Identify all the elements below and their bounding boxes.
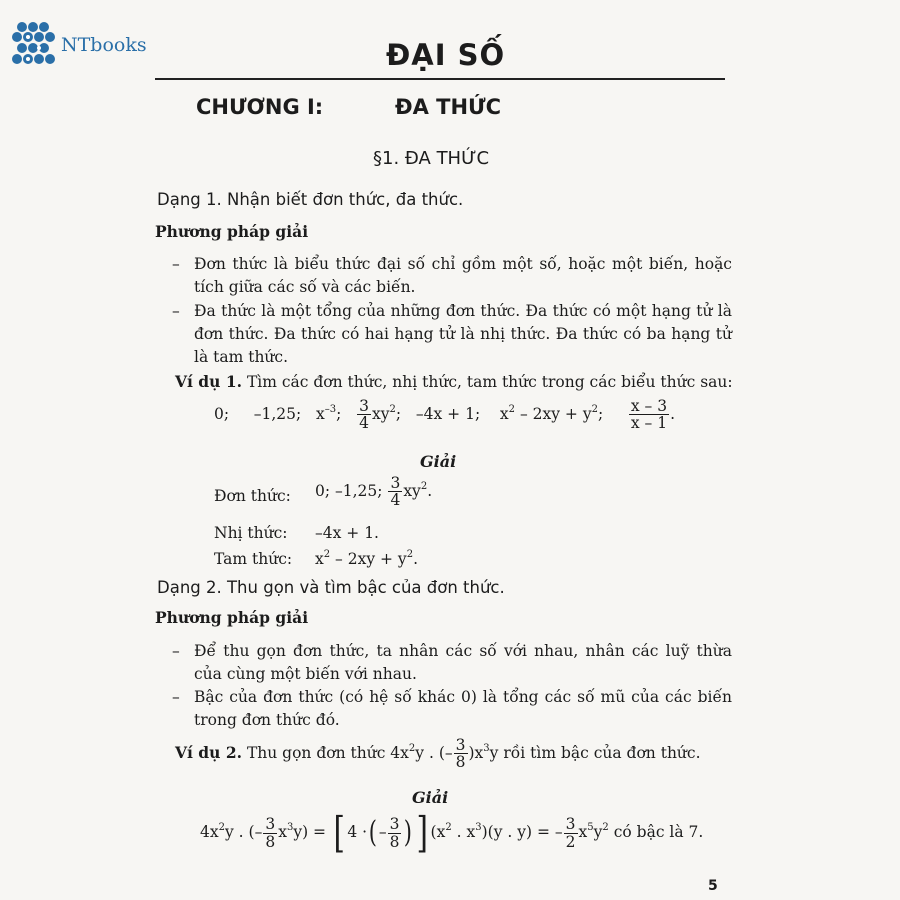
logo-text: NTbooks <box>61 34 147 56</box>
trinom-value: $x^2 - 2xy + y^2$. <box>315 549 418 568</box>
trinom-label: Tam thức: <box>214 550 293 568</box>
example-2-label: Ví dụ 2. <box>175 742 242 762</box>
flower-dots-logo-icon <box>8 18 58 72</box>
example-1-text: Tìm các đơn thức, nhị thức, tam thức trong các biểu thức sau: <box>246 373 733 391</box>
page-title: ĐẠI SỐ <box>386 38 506 72</box>
example-2: Ví dụ 2. Thu gọn đơn thức $4x^2y$ . (– $\frac{3}{8}$ )$x^3y$ rồi tìm bậc của đơn thức. <box>175 736 701 772</box>
bullet-text: Để thu gọn đơn thức, ta nhân các số với nhau, nhân các luỹ thừa của cùng một biến với nhau. <box>194 642 732 683</box>
expr-power: $x^{-3}$; <box>316 403 342 423</box>
dang2-heading: Dạng 2. Thu gọn và tìm bậc của đơn thức. <box>157 578 505 597</box>
dang2-method-heading: Phương pháp giải <box>155 608 309 627</box>
bullet-dash: – <box>172 642 180 660</box>
dang2-bullet-2 <box>172 686 732 732</box>
bullet-dash: – <box>172 302 180 320</box>
dang1-bullet-2 <box>172 300 732 369</box>
bullet-text: Đa thức là một tổng của những đơn thức. Đa thức có một hạng tử là đơn thức. Đa thức có hai hạng tử là nhị thức. Đa thức có ba hạng tử là tam thức. <box>194 302 732 366</box>
solution-2-heading: Giải <box>412 788 449 807</box>
bullet-text: Bậc của đơn thức (có hệ số khác 0) là tổng các số mũ của các biến trong đơn thức đó. <box>194 688 732 729</box>
mono-label: Đơn thức: <box>214 487 291 505</box>
mono-value: 0; –1,25; $\frac{3}{4}$ $xy^2$. <box>315 474 433 510</box>
dang1-heading: Dạng 1. Nhận biết đơn thức, đa thức. <box>157 190 464 209</box>
chapter-title: ĐA THỨC <box>395 95 502 119</box>
bullet-text: Đơn thức là biểu thức đại số chỉ gồm một số, hoặc một biến, hoặc tích giữa các số và các biến. <box>194 255 732 296</box>
dang2-bullet-1 <box>172 640 732 686</box>
expr-decimal: –1,25; <box>253 404 302 423</box>
expr-rational: $\frac{x - 3}{x - 1}$ <box>630 397 668 433</box>
expr-binomial: –4x + 1; <box>415 404 481 423</box>
bullet-dash: – <box>172 688 180 706</box>
dang1-method-heading: Phương pháp giải <box>155 222 309 241</box>
solution-1-heading: Giải <box>420 452 457 471</box>
solution-2-equation: $4x^2y$ . (– $\frac{3}{8}$ $x^3y$) = [ 4 ·( – $\frac{3}{8}$ ) ] ($x^2$ . $x^3)(y$ . y) = – $\frac{3}{2}$ $x^5y^2$ có bậc là 7. <box>200 808 704 857</box>
chapter-label: CHƯƠNG I: <box>196 95 324 119</box>
binom-label: Nhị thức: <box>214 524 288 542</box>
expr-zero: 0; <box>214 404 230 423</box>
header-divider <box>155 78 725 80</box>
expr-fraction: $\frac{3}{4}$ <box>359 397 370 433</box>
expr-trinomial: $x^2 - 2xy + y^2$; <box>499 403 604 423</box>
bullet-dash: – <box>172 255 180 273</box>
example-1-label: Ví dụ 1. <box>175 372 242 391</box>
dang1-bullet-1 <box>172 253 732 299</box>
binom-value: –4x + 1. <box>315 524 379 542</box>
example-1-expressions: 0; –1,25; $x^{-3}$; $\frac{3}{4}$ $xy^2$; –4x + 1; $x^2 - 2xy + y^2$; $\frac{x - 3}{x - 1}$ . <box>214 397 675 433</box>
page-number: 5 <box>708 878 718 894</box>
section-title: §1. ĐA THỨC <box>373 148 490 169</box>
example-1 <box>175 372 733 391</box>
ntbooks-logo <box>8 18 147 72</box>
